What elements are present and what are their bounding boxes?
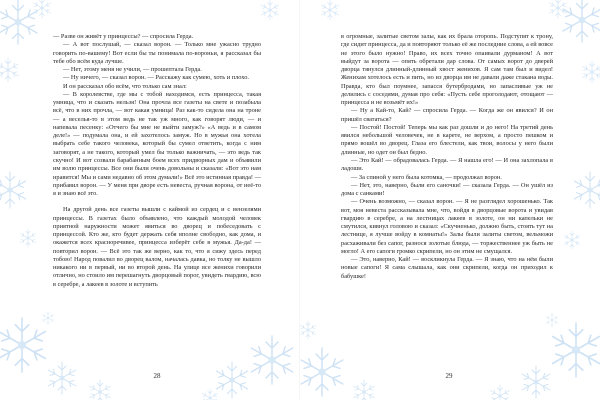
right-page-text [341,33,553,281]
paragraph: — За спиной у него была котомка, — продолжал ворон. [351,173,502,181]
paragraph: — В королевстве, где мы с тобой находимся, есть принцесса, такая умница, что и сказать нельзя! Она прочла все газеты на свете и позабыла всё, что в них прочла, — вот какая умница! Раз как-то сидела она на троне — а веселья-то в этом ведь не так уж много, как говорят люди, — и напевала песенку: «Отчего бы мне не выйти замуж?» «А ведь и в самом деле!» — подумала она, и ей захотелось замуж. Но в мужья она хотела выбрать себе такого человека, который бы сумел ответить, когда с ним заговорят, а не такого, который умел бы только важничать, — это ведь так скучно! И вот созвали барабанным боем всех придворных дам и объявили им волю принцессы. Все они были очень довольны и сказали: «Вот это нам нравится! Мы и сами недавно об этом думали!» Всё это истинная правда! — прибавил ворон. — У меня при дворе есть невеста, ручная ворона, от неё-то я и знаю всё это. [53,90,261,198]
paragraph: — Это, наверно, Кай! — воскликнула Герда. — Я знаю, что на нём были новые сапоги! Я сама слышала, как они скрипели, когда он приходил к бабушке! [341,256,553,280]
paragraph: — Ну а Кай-то, Кай? — спросила Герда. — Когда же он явился? И он пришёл свататься? [341,107,553,123]
paragraph: — Это Кай! — обрадовалась Герда. — Я нашла его! — И она захлопала в ладоши. [341,156,553,173]
paragraph: На другой день все газеты вышли с каймой из сердец и с вензелями принцессы. В газетах было объявлено, что каждый молодой человек приятной наружности может явиться во дворец и побеседовать с принцессой. Кто же, кто будет держать себя вполне свободно, как дома, и окажется всех красноречивее, принцесса изберёт себе в мужья. Да-да! — повторил ворон. — Всё это так же верно, как то, что я сижу здесь перед тобою! Народ повалил во дворец валом, началась давка, но толку не вышло никакого ни в первый, ни во второй день. На улице все женихи говорили отлично, но стоило им перешагнуть дворцовый порог, увидеть гвардию, всю в серебре, а лакеев в золоте и вступить [53,206,261,288]
page-number-right: 29 [445,372,453,380]
paragraph: в огромные, залитые светом залы, как их брала оторопь. Подступят к трону, где сидит принцесса, да и повторяют только её же последние слова, а ей вовсе не этого было нужно! Право, их всех точно опаивали дурманом! А вот выйдут за ворота — опять обретали дар слова. От самых ворот до дверей дворца тянулся длинный-длинный хвост женихов. Я сам там был и видел! Женихам хотелось есть и пить, но из дворца им не давали даже стакана воды. Правда, кто был поумнее, запасся бутербродами, но запасливые уж не делились с соседями, думая про себя: «Пусть себе проголодают, отощают — принцесса и не возьмёт их!» [341,33,553,107]
paragraph: — А вот послушай, — сказал ворон. — Только мне ужасно трудно говорить по-вашему! Вот если бы ты понимала по-вороньи, я рассказал бы тебе обо всём куда лучше. [53,41,261,65]
paragraph: — Очень возможно, — сказал ворон. — Я не разглядел хорошенько. Так вот, моя невеста рассказывала мне, что, войдя в дворцовые ворота и увидав гвардию в серебре, а на лестницах лакеев в золоте, он ни капельки не смутился, кивнул головою и сказал: «Скучненько, должно быть, стоять тут на лестнице, я лучше войду в комнаты!» Залы были залиты светом, вельможи расхаживали без сапог, разнося золотые блюда, — торжественнее уж быть не могло! А его сапоги громко скрипели, но он этим не смущался. [341,198,553,255]
right-page [300,0,600,400]
paragraph: — Разве он живёт у принцессы? — спросила Герда. [53,33,194,40]
paragraph: — Нет, это, наверно, были его саночки! — сказала Герда. — Он ушёл из дома с санками! [341,181,553,198]
paragraph: И он рассказал обо всём, что только сам знал: [63,82,187,90]
paragraph: — Постой! Постой! Теперь мы как раз дошли и до него! На третий день явился небольшой человечек, не в карете, не верхом, а просто пешком и прямо вошёл во дворец. Глаза его блестели, как твои, волосы у него были длинные, но одет он был бедно. [341,123,553,156]
page-number-left: 28 [153,372,161,380]
paragraph: — Ну ничего, — сказал ворон. — Расскажу как сумею, хоть и плохо. [63,74,249,82]
left-page-text [53,33,261,289]
paragraph: — Нет, этому меня не учили, — прошептала Герда. [63,66,202,74]
